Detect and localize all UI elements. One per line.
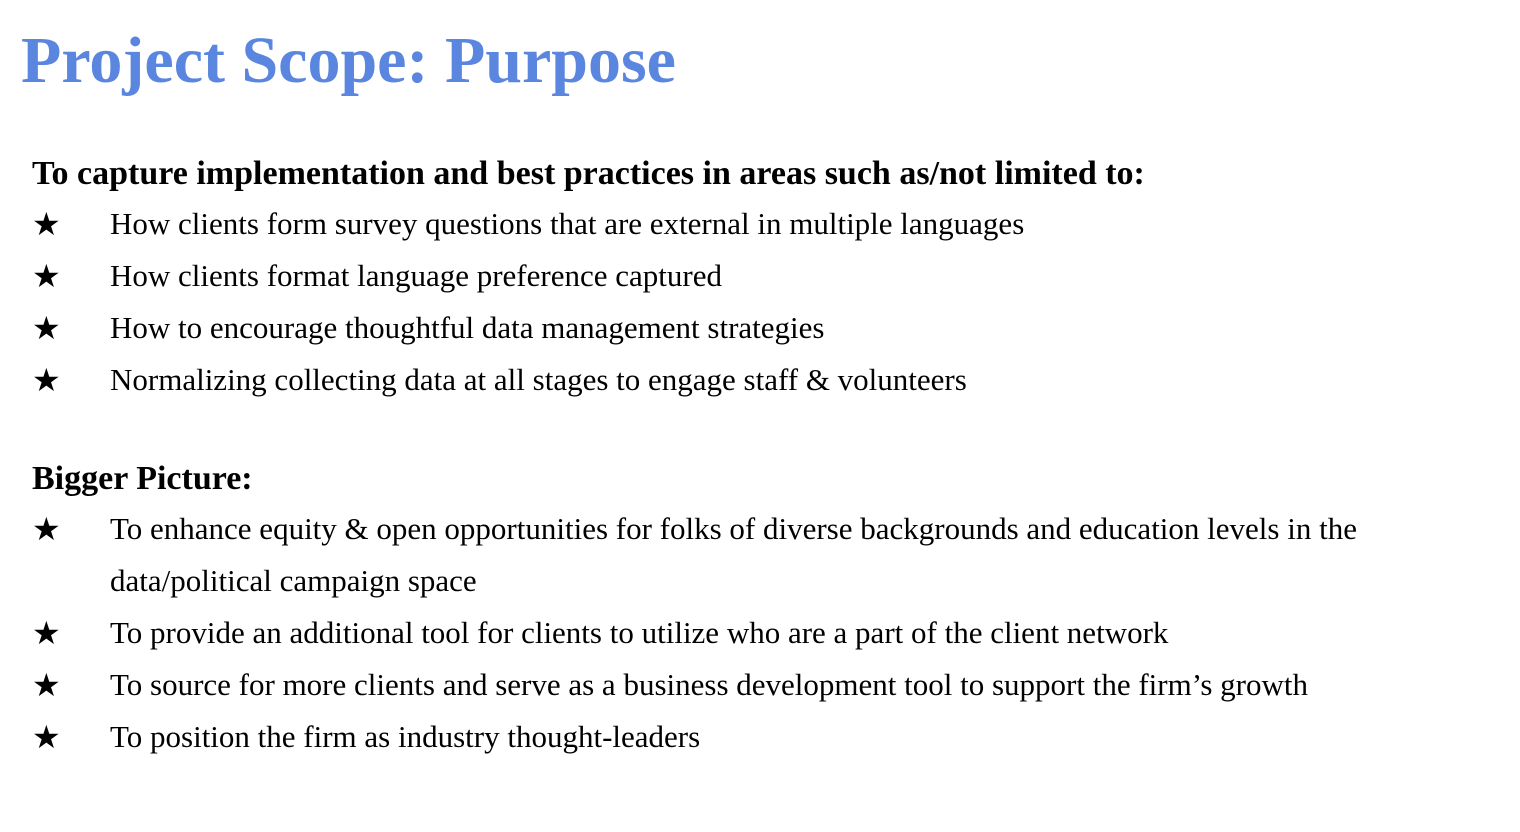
- section-capture-practices: [32, 150, 1492, 406]
- bullet-list: [32, 503, 1492, 763]
- list-item-text: To provide an additional tool for clients to utilize who are a part of the client network: [110, 615, 1169, 650]
- list-item: [32, 302, 1492, 354]
- star-icon: ★: [32, 666, 61, 704]
- list-item-text: How clients format language preference captured: [110, 258, 722, 293]
- bullet-list: [32, 198, 1492, 406]
- star-icon: ★: [32, 257, 61, 295]
- list-item: [32, 354, 1492, 406]
- section-bigger-picture: [32, 455, 1492, 763]
- section-heading: Bigger Picture:: [32, 460, 253, 497]
- list-item: [32, 503, 1492, 607]
- list-item: [32, 711, 1492, 763]
- list-item: [32, 659, 1492, 711]
- list-item: [32, 250, 1492, 302]
- list-item-text: How clients form survey questions that are external in multiple languages: [110, 206, 1025, 241]
- section-heading: To capture implementation and best practices in areas such as/not limited to:: [32, 155, 1145, 192]
- star-icon: ★: [32, 718, 61, 756]
- slide-title: Project Scope: Purpose: [21, 24, 676, 97]
- star-icon: ★: [32, 614, 61, 652]
- star-icon: ★: [32, 309, 61, 347]
- list-item-text: To position the firm as industry thought-leaders: [110, 719, 701, 754]
- list-item-text: To source for more clients and serve as a business development tool to support the firm’s growth: [110, 667, 1308, 702]
- list-item-text: To enhance equity & open opportunities for folks of diverse backgrounds and education levels in the data/political campaign space: [110, 511, 1357, 598]
- list-item: [32, 607, 1492, 659]
- star-icon: ★: [32, 361, 61, 399]
- list-item-text: Normalizing collecting data at all stages to engage staff & volunteers: [110, 362, 967, 397]
- list-item-text: How to encourage thoughtful data management strategies: [110, 310, 825, 345]
- list-item: [32, 198, 1492, 250]
- star-icon: ★: [32, 205, 61, 243]
- star-icon: ★: [32, 510, 61, 548]
